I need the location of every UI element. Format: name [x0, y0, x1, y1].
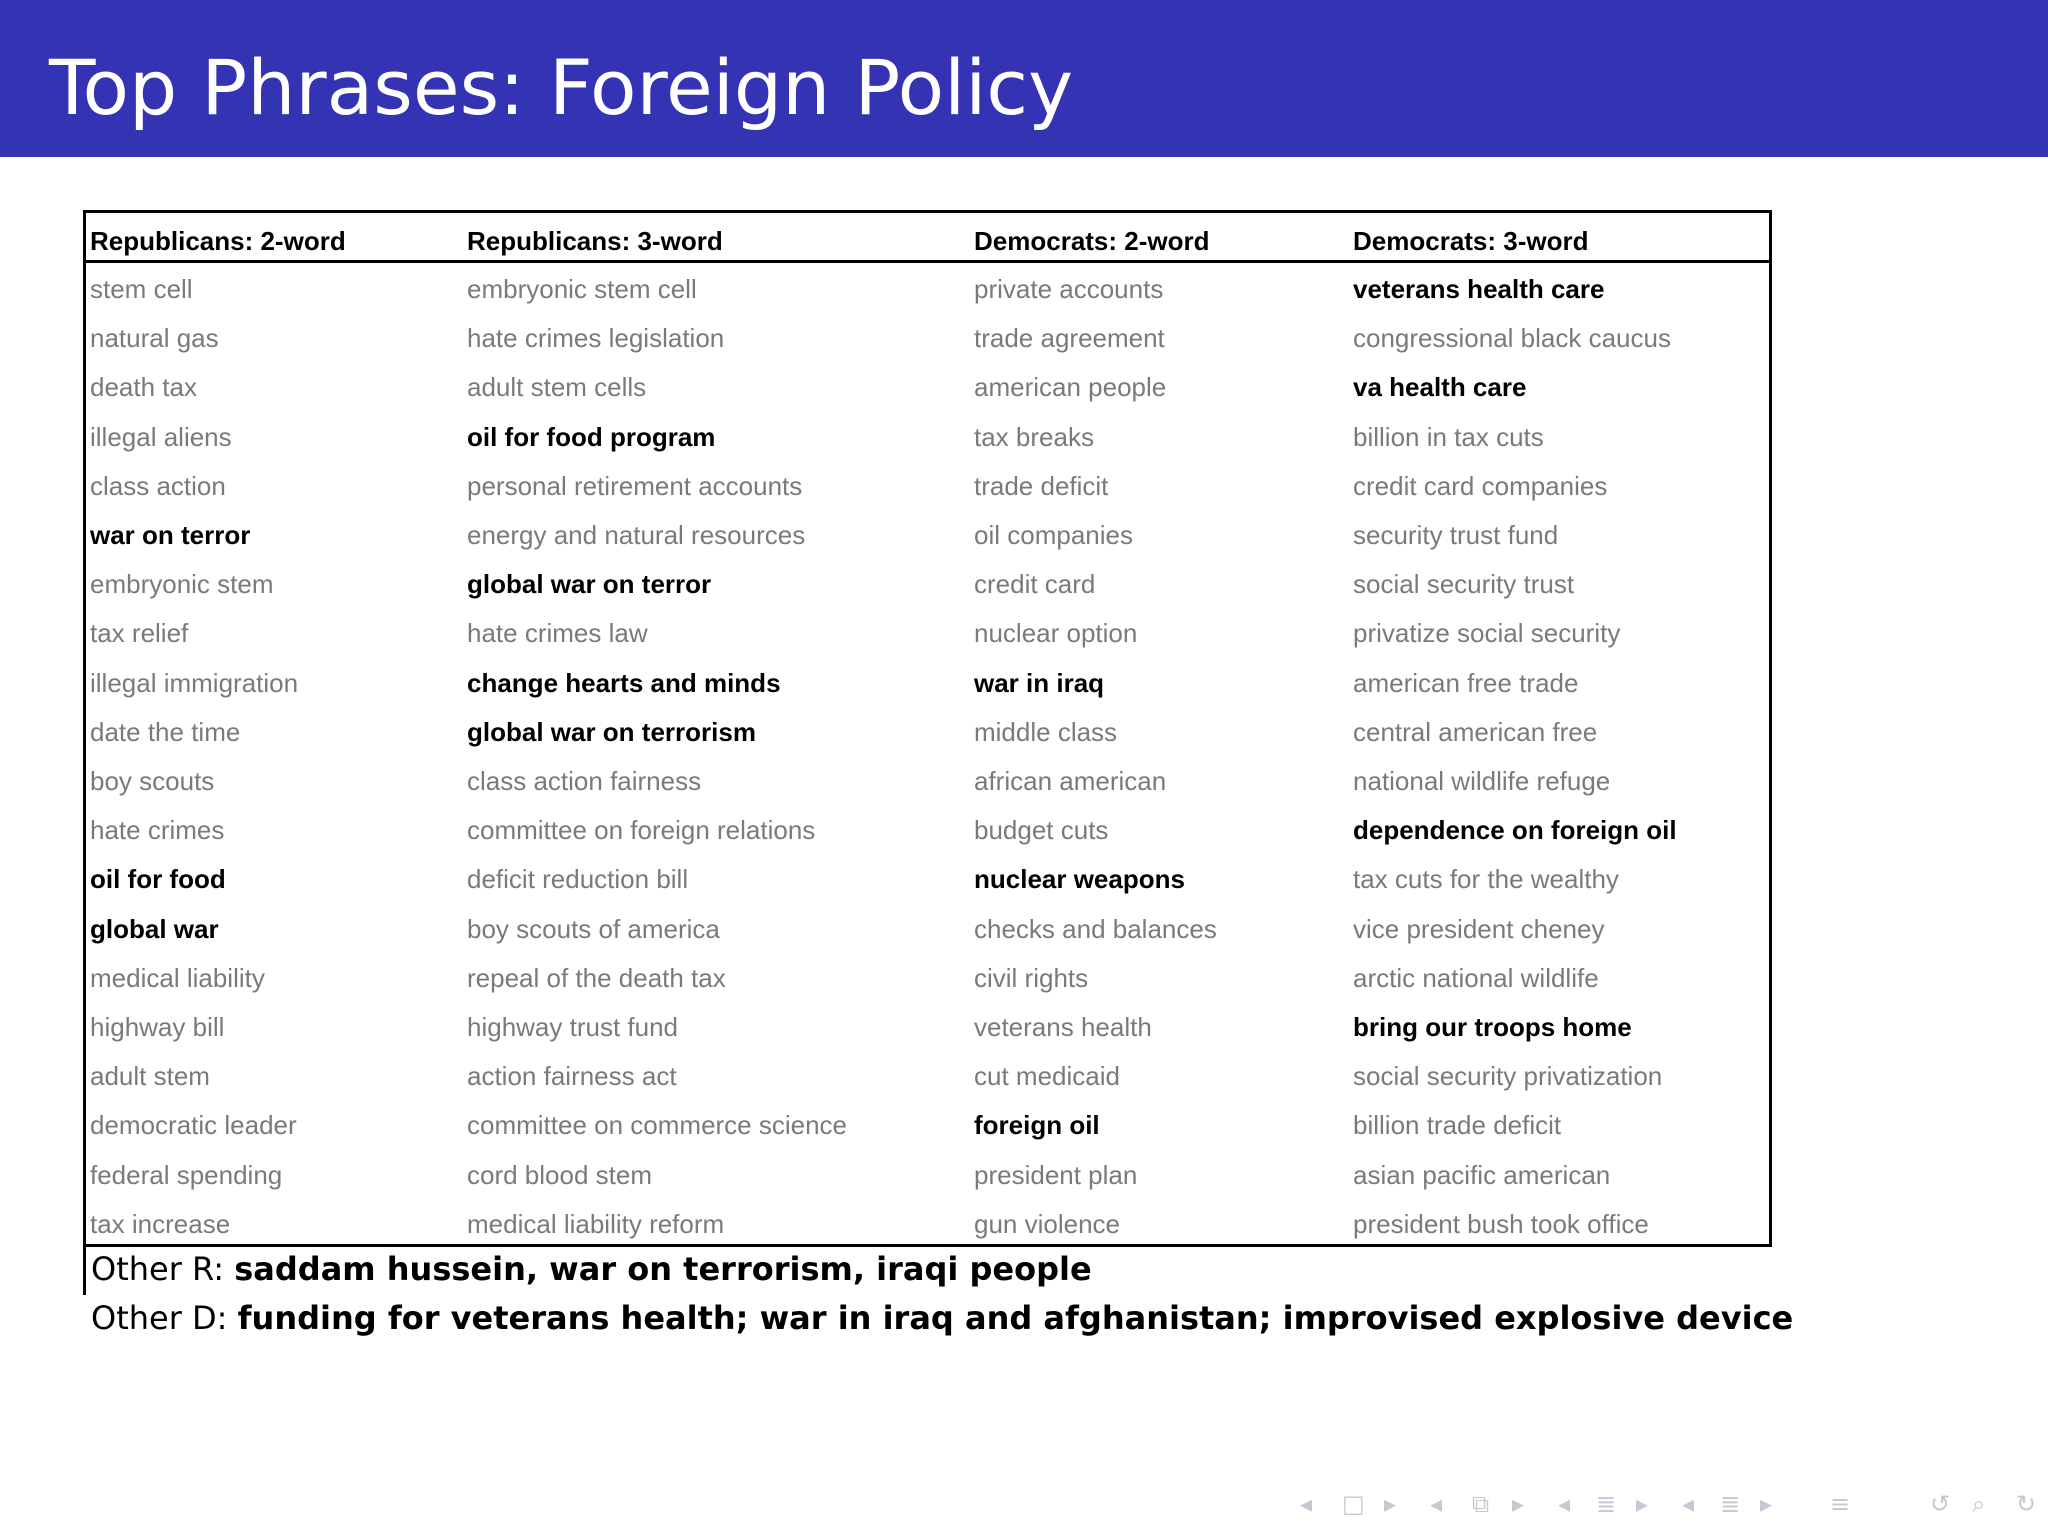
- table-header-row: [86, 213, 1769, 263]
- nav-search-icon[interactable]: ⌕: [1972, 1490, 1986, 1518]
- nav-next-frame-icon[interactable]: ▸: [1384, 1490, 1397, 1518]
- other-r-phrases: saddam hussein, war on terrorism, iraqi people: [234, 1250, 1092, 1288]
- cell-dem-3word: american free trade: [1353, 667, 1579, 698]
- cell-dem-2word: war in iraq: [974, 667, 1105, 698]
- cell-dem-3word: security trust fund: [1353, 520, 1559, 550]
- cell-dem-3word: privatize social security: [1353, 618, 1621, 649]
- cell-dem-3word: bring our troops home: [1353, 1012, 1632, 1042]
- cell-rep-3word: committee on commerce science: [467, 1110, 848, 1141]
- phrase-table: [83, 210, 1772, 1247]
- cell-rep-2word: tax increase: [90, 1208, 231, 1239]
- table-row: [86, 323, 1769, 357]
- cell-dem-2word: cut medicaid: [974, 1061, 1120, 1092]
- cell-dem-2word: gun violence: [974, 1208, 1120, 1239]
- cell-rep-3word: change hearts and minds: [467, 667, 781, 698]
- cell-rep-3word: deficit reduction bill: [467, 864, 689, 895]
- cell-dem-3word: central american free: [1353, 716, 1598, 747]
- cell-rep-3word: class action fairness: [467, 766, 702, 796]
- beamer-navigation-bar: [1300, 1488, 2040, 1520]
- cell-dem-2word: checks and balances: [974, 913, 1217, 944]
- table-row: [86, 618, 1769, 652]
- cell-dem-2word: credit card: [974, 569, 1096, 600]
- cell-dem-2word: veterans health: [974, 1012, 1152, 1042]
- cell-rep-2word: boy scouts: [90, 766, 215, 796]
- nav-back-icon[interactable]: ↺: [1930, 1490, 1951, 1518]
- nav-forward-icon[interactable]: ↻: [2016, 1490, 2037, 1518]
- cell-rep-2word: class action: [90, 470, 226, 501]
- cell-rep-3word: energy and natural resources: [467, 520, 806, 550]
- cell-rep-2word: natural gas: [90, 323, 219, 354]
- cell-dem-2word: oil companies: [974, 520, 1133, 550]
- cell-rep-2word: medical liability: [90, 962, 265, 993]
- cell-rep-2word: adult stem: [90, 1061, 210, 1092]
- header-rep-3word: Republicans: 3-word: [467, 226, 723, 256]
- cell-dem-2word: budget cuts: [974, 815, 1109, 846]
- cell-rep-2word: war on terror: [90, 520, 251, 550]
- table-row: [86, 914, 1769, 948]
- cell-rep-3word: repeal of the death tax: [467, 962, 726, 993]
- cell-rep-3word: oil for food program: [467, 421, 716, 452]
- cell-dem-2word: nuclear weapons: [974, 864, 1185, 895]
- header-dem-3word: Democrats: 3-word: [1353, 226, 1589, 256]
- cell-dem-3word: tax cuts for the wealthy: [1353, 864, 1619, 895]
- cell-rep-3word: global war on terror: [467, 569, 712, 600]
- cell-rep-3word: hate crimes legislation: [467, 323, 725, 354]
- table-row: [86, 668, 1769, 702]
- cell-dem-2word: foreign oil: [974, 1110, 1100, 1141]
- title-bar: [0, 0, 2048, 157]
- table-row: [86, 1012, 1769, 1046]
- table-row: [86, 422, 1769, 456]
- table-row: [86, 520, 1769, 554]
- header-rep-2word: Republicans: 2-word: [90, 226, 346, 256]
- cell-dem-2word: nuclear option: [974, 618, 1138, 649]
- cell-rep-3word: cord blood stem: [467, 1159, 652, 1190]
- nav-toc-icon[interactable]: ≡: [1830, 1490, 1851, 1518]
- cell-rep-3word: personal retirement accounts: [467, 470, 803, 501]
- other-rule: [83, 1245, 86, 1295]
- table-row: [86, 569, 1769, 603]
- table-row: [86, 1061, 1769, 1095]
- cell-rep-3word: action fairness act: [467, 1061, 677, 1092]
- cell-dem-3word: billion in tax cuts: [1353, 421, 1544, 452]
- cell-rep-3word: embryonic stem cell: [467, 274, 697, 304]
- cell-dem-2word: president plan: [974, 1159, 1138, 1190]
- cell-rep-3word: adult stem cells: [467, 372, 647, 403]
- cell-dem-3word: veterans health care: [1353, 274, 1605, 304]
- cell-rep-3word: committee on foreign relations: [467, 815, 816, 846]
- nav-frame-icon[interactable]: □: [1342, 1490, 1365, 1518]
- cell-dem-3word: asian pacific american: [1353, 1159, 1611, 1190]
- nav-prev-section-icon[interactable]: ◂: [1558, 1490, 1571, 1518]
- cell-dem-2word: trade agreement: [974, 323, 1165, 354]
- cell-dem-3word: credit card companies: [1353, 470, 1608, 501]
- nav-next-subsection-icon[interactable]: ▸: [1512, 1490, 1525, 1518]
- table-row: [86, 274, 1769, 308]
- cell-rep-2word: date the time: [90, 716, 241, 747]
- cell-rep-2word: stem cell: [90, 274, 193, 304]
- cell-dem-3word: social security trust: [1353, 569, 1575, 600]
- cell-rep-2word: illegal immigration: [90, 667, 299, 698]
- other-r-label: Other R:: [91, 1250, 235, 1288]
- cell-rep-3word: medical liability reform: [467, 1208, 725, 1239]
- table-row: [86, 1160, 1769, 1194]
- nav-section-icon[interactable]: ≣: [1596, 1490, 1617, 1518]
- slide-title: Top Phrases: Foreign Policy: [49, 43, 1074, 132]
- table-row: [86, 766, 1769, 800]
- other-d-label: Other D:: [91, 1299, 238, 1337]
- table-row: [86, 717, 1769, 751]
- cell-rep-2word: illegal aliens: [90, 421, 232, 452]
- table-row: [86, 471, 1769, 505]
- cell-rep-2word: embryonic stem: [90, 569, 274, 600]
- cell-dem-3word: dependence on foreign oil: [1353, 815, 1677, 846]
- cell-dem-2word: tax breaks: [974, 421, 1094, 452]
- cell-rep-2word: global war: [90, 913, 219, 944]
- nav-doc-icon[interactable]: ≣: [1720, 1490, 1741, 1518]
- other-republicans-line: [91, 1249, 1092, 1289]
- cell-rep-2word: federal spending: [90, 1159, 283, 1190]
- cell-dem-3word: president bush took office: [1353, 1208, 1649, 1239]
- nav-next-section-icon[interactable]: ▸: [1636, 1490, 1649, 1518]
- cell-rep-2word: democratic leader: [90, 1110, 297, 1141]
- cell-dem-2word: civil rights: [974, 962, 1089, 993]
- nav-prev-subsection-icon[interactable]: ◂: [1430, 1490, 1443, 1518]
- nav-subsection-icon[interactable]: ⧉: [1472, 1490, 1490, 1518]
- cell-rep-2word: hate crimes: [90, 815, 225, 846]
- cell-dem-2word: private accounts: [974, 274, 1164, 304]
- table-row: [86, 963, 1769, 997]
- nav-prev-doc-icon[interactable]: ◂: [1682, 1490, 1695, 1518]
- cell-dem-2word: trade deficit: [974, 470, 1109, 501]
- header-dem-2word: Democrats: 2-word: [974, 226, 1210, 256]
- table-row: [86, 815, 1769, 849]
- table-row: [86, 372, 1769, 406]
- cell-dem-2word: african american: [974, 766, 1167, 796]
- cell-dem-2word: middle class: [974, 716, 1118, 747]
- nav-next-doc-icon[interactable]: ▸: [1760, 1490, 1773, 1518]
- table-row: [86, 864, 1769, 898]
- cell-rep-2word: tax relief: [90, 618, 189, 649]
- table-row: [86, 1110, 1769, 1144]
- cell-rep-2word: death tax: [90, 372, 197, 403]
- cell-rep-3word: boy scouts of america: [467, 913, 720, 944]
- cell-dem-3word: vice president cheney: [1353, 913, 1605, 944]
- cell-dem-3word: social security privatization: [1353, 1061, 1663, 1092]
- other-d-phrases: funding for veterans health; war in iraq and afghanistan; improvised explosive device: [237, 1299, 1794, 1337]
- cell-rep-3word: hate crimes law: [467, 618, 648, 649]
- table-row: [86, 1209, 1769, 1243]
- cell-dem-3word: billion trade deficit: [1353, 1110, 1562, 1141]
- cell-dem-3word: congressional black caucus: [1353, 323, 1671, 354]
- cell-rep-3word: highway trust fund: [467, 1012, 679, 1042]
- cell-dem-2word: american people: [974, 372, 1167, 403]
- cell-rep-3word: global war on terrorism: [467, 716, 756, 747]
- cell-rep-2word: oil for food: [90, 864, 226, 895]
- cell-rep-2word: highway bill: [90, 1012, 225, 1042]
- nav-prev-frame-icon[interactable]: ◂: [1300, 1490, 1313, 1518]
- cell-dem-3word: arctic national wildlife: [1353, 962, 1599, 993]
- cell-dem-3word: national wildlife refuge: [1353, 766, 1611, 796]
- other-democrats-line: [91, 1298, 1793, 1338]
- cell-dem-3word: va health care: [1353, 372, 1527, 403]
